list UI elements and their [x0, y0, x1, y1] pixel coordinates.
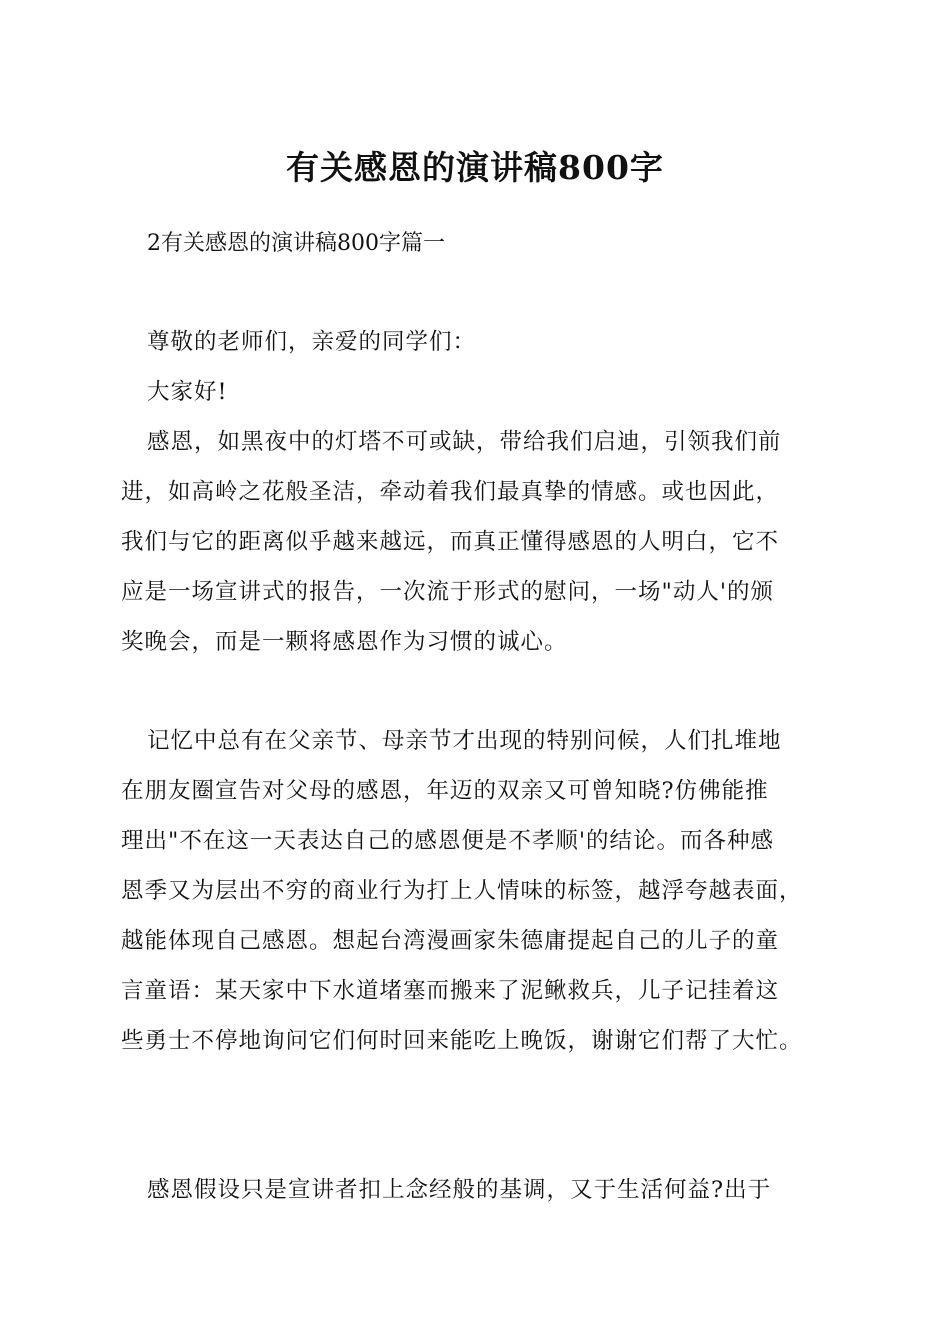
paragraph-2-line: 在朋友圈宣告对父母的感恩，年迈的双亲又可曾知晓?仿佛能推	[121, 778, 769, 804]
document-title: 有关感恩的演讲稿800字	[286, 148, 664, 187]
document-subtitle: 2有关感恩的演讲稿800字篇一	[147, 231, 445, 256]
paragraph-2-line: 恩季又为层出不穷的商业行为打上人情味的标签，越浮夸越表面，	[121, 878, 803, 904]
paragraph-2-line: 越能体现自己感恩。想起台湾漫画家朱德庸提起自己的儿子的童	[121, 928, 780, 954]
greeting-line: 大家好!	[147, 379, 228, 405]
paragraph-3-line: 感恩假设只是宣讲者扣上念经般的基调，又于生活何益?出于	[147, 1177, 772, 1203]
paragraph-1-line: 应是一场宣讲式的报告，一次流于形式的慰问，一场"动人'的颁	[121, 579, 775, 605]
salutation-line: 尊敬的老师们，亲爱的同学们：	[147, 329, 477, 355]
paragraph-2-line: 记忆中总有在父亲节、母亲节才出现的特别问候，人们扎堆地	[147, 728, 782, 754]
paragraph-2-line: 些勇士不停地询问它们何时回来能吃上晚饭，谢谢它们帮了大忙。	[121, 1028, 803, 1054]
paragraph-2-line: 言童语：某天家中下水道堵塞而搬来了泥鳅救兵，儿子记挂着这	[121, 978, 780, 1004]
paragraph-1-line: 我们与它的距离似乎越来越远，而真正懂得感恩的人明白，它不	[121, 529, 780, 555]
paragraph-1-line: 进，如高岭之花般圣洁，牵动着我们最真挚的情感。或也因此，	[121, 479, 780, 505]
paragraph-1-line: 奖晚会，而是一颗将感恩作为习惯的诚心。	[121, 629, 568, 655]
paragraph-1-line: 感恩，如黑夜中的灯塔不可或缺，带给我们启迪，引领我们前	[147, 429, 782, 455]
paragraph-2-line: 理出"不在这一天表达自己的感恩便是不孝顺'的结论。而各种感	[121, 828, 775, 854]
